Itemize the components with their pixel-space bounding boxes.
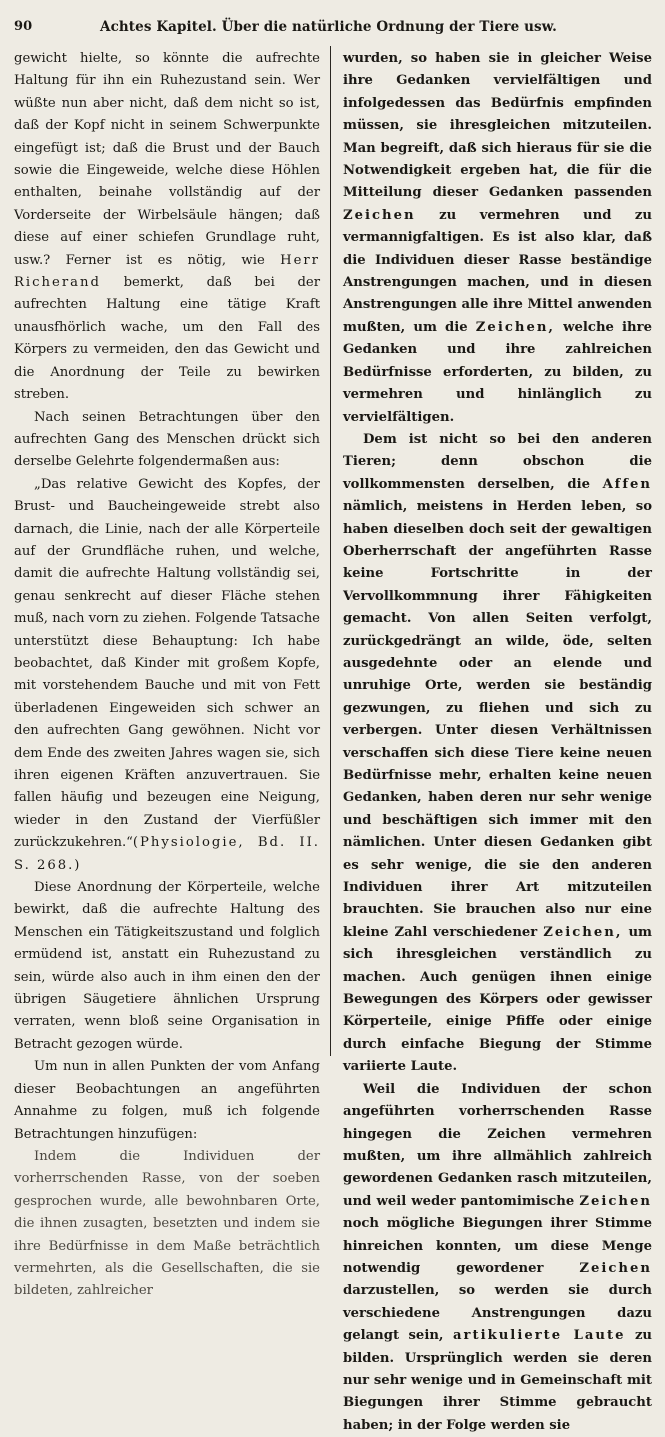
page-header xyxy=(14,14,654,40)
left-column xyxy=(14,48,320,1303)
paragraph: Indem die Individuen der vorherrschenden Rasse, von der soeben gesprochen wurde, alle bewohnbaren Orte, die ihnen zusagten, besetzten und indem sie ihre Bedürfnisse in dem Maße beträchtlich vermehrten, als die Gesellschaften, die sie bildeten, zahlreicher xyxy=(14,1148,320,1299)
paragraph: Diese Anordnung der Körperteile, welche bewirkt, daß die aufrechte Haltung des Menschen ein Tätigkeitszustand und folglich ermüdend ist, anstatt ein Ruhezustand zu sein, würde also auch in ihm einen den der übrigen Säugetiere ähnlichen Ursprung verraten, wenn bloß seine Organisation in Betracht gezogen würde. xyxy=(14,880,320,1052)
paragraph: Nach seinen Betrachtungen über den aufrechten Gang des Menschen drückt sich derselbe Gelehrte folgendermaßen aus: xyxy=(14,409,320,470)
right-column xyxy=(343,48,652,1437)
block-quote: „Das relative Gewicht des Kopfes, der Brust- und Baucheingeweide strebt also darnach, die Linie, nach der alle Körperteile auf der Grundfläche ruhen, und welche, damit die aufrechte Haltung vollständig sei, genau senkrecht auf dieser Fläche stehen muß, nach vorn zu ziehen. Folgende Tatsache unterstützt diese Behauptung: Ich habe beobachtet, daß Kinder mit großem Kopfe, mit vorstehendem Bauche und mit von Fett überladenen Eingeweiden sich schwer an den aufrechten Gang gewöhnen. Nicht vor dem Ende des zweiten Jahres wagen sie, sich ihren eigenen Kräften anzuvertrauen. Sie fallen häufig und bezeugen eine Neigung, wieder in den Zustand der Vierfüßler zurückzukehren.“(Physiologie, Bd. II. S. 268.) xyxy=(14,476,320,873)
paragraph: Um nun in allen Punkten der vom Anfang dieser Beobachtungen an angeführten Annahme zu folgen, muß ich folgende Betrachtungen hinzufügen: xyxy=(14,1059,320,1142)
person-name: Herr Richerand xyxy=(14,252,320,291)
paragraph: wurden, so haben sie in gleicher Weise ihre Gedanken vervielfältigen und infolgedessen das Bedürfnis empfinden müssen, sie ihresgleichen mitzuteilen. Man begreift, daß sich hieraus für sie die Notwendigkeit ergeben hat, die für die Mitteilung dieser Gedanken passenden Zeichen zu vermehren und zu vermannigfaltigen. Es ist also klar, daß die Individuen dieser Rasse beständige Anstrengungen machen, und in diesen Anstrengungen alle ihre Mittel anwenden mußten, um die Zeichen, welche ihre Gedanken und ihre zahlreichen Bedürfnisse erforderten, zu bilden, zu vermehren und hinlänglich zu vervielfältigen. xyxy=(343,51,653,425)
paragraph: Dem ist nicht so bei den anderen Tieren; denn obschon die vollkommensten derselben, die Affen nämlich, meistens in Herden leben, so haben dieselben doch seit der gewaltigen Oberherrschaft der angeführten Rasse keine Fortschritte in der Vervollkommnung ihrer Fähigkeiten gemacht. Von allen Seiten verfolgt, zurückgedrängt an wilde, öde, selten ausgedehnte oder an elende und unruhige Orte, werden sie beständig gezwungen, zu fliehen und sich zu verbergen. Unter diesen Verhältnissen verschaffen sich diese Tiere keine neuen Bedürfnisse mehr, erhalten keine neuen Gedanken, haben deren nur sehr wenige und beschäftigen sich immer mit den nämlichen. Unter diesen Gedanken gibt es sehr wenige, die sie den anderen Individuen ihrer Art mitzuteilen brauchten. Sie brauchen also nur eine kleine Zahl verschiedener Zeichen, um sich ihresgleichen verständlich zu machen. Auch genügen ihnen einige Bewegungen des Körpers oder gewisser Körperteile, einige Pfiffe oder einige durch einfache Biegung der Stimme variierte Laute. xyxy=(343,431,653,1075)
column-divider xyxy=(330,46,331,1056)
paragraph: Weil die Individuen der schon angeführten vorherrschenden Rasse hingegen die Zeichen vermehren mußten, um ihre allmählich zahlreich gewordenen Gedanken rasch mitzuteilen, und weil weder pantomimische Zeichen noch mögliche Biegungen ihrer Stimme hinreichen konnten, um diese Menge notwendig gewordener Zeichen darzustellen, so werden sie durch verschiedene Anstrengungen dazu gelangt sein, artikulierte Laute zu bilden. Ursprünglich werden sie deren nur sehr wenige und in Gemeinschaft mit Biegungen ihrer Stimme gebraucht haben; in der Folge werden sie xyxy=(343,1081,653,1433)
running-head: Achtes Kapitel. Über die natürliche Ordnung der Tiere usw. xyxy=(100,19,557,35)
quote-source: (Physiologie, Bd. II. S. 268.) xyxy=(14,835,320,873)
page-number: 90 xyxy=(14,19,33,34)
paragraph: gewicht hielte, so könnte die aufrechte Haltung für ihn ein Ruhezustand sein. Wer wüßte nun aber nicht, daß dem nicht so ist, daß der Kopf nicht in seinem Schwerpunkte eingefügt ist; daß die Brust und der Bauch sowie die Eingeweide, welche diese Höhlen enthalten, beinahe vollständig auf der Vorderseite der Wirbelsäule hängen; daß diese auf einer schiefen Grundlage ruht, usw.? Ferner ist es nötig, wie Herr Richerand bemerkt, daß bei der aufrechten Haltung eine tätige Kraft unausfhörlich wache, um den Fall des Körpers zu vermeiden, den das Gewicht und die Anordnung der Teile zu bewirken streben. xyxy=(14,51,320,403)
